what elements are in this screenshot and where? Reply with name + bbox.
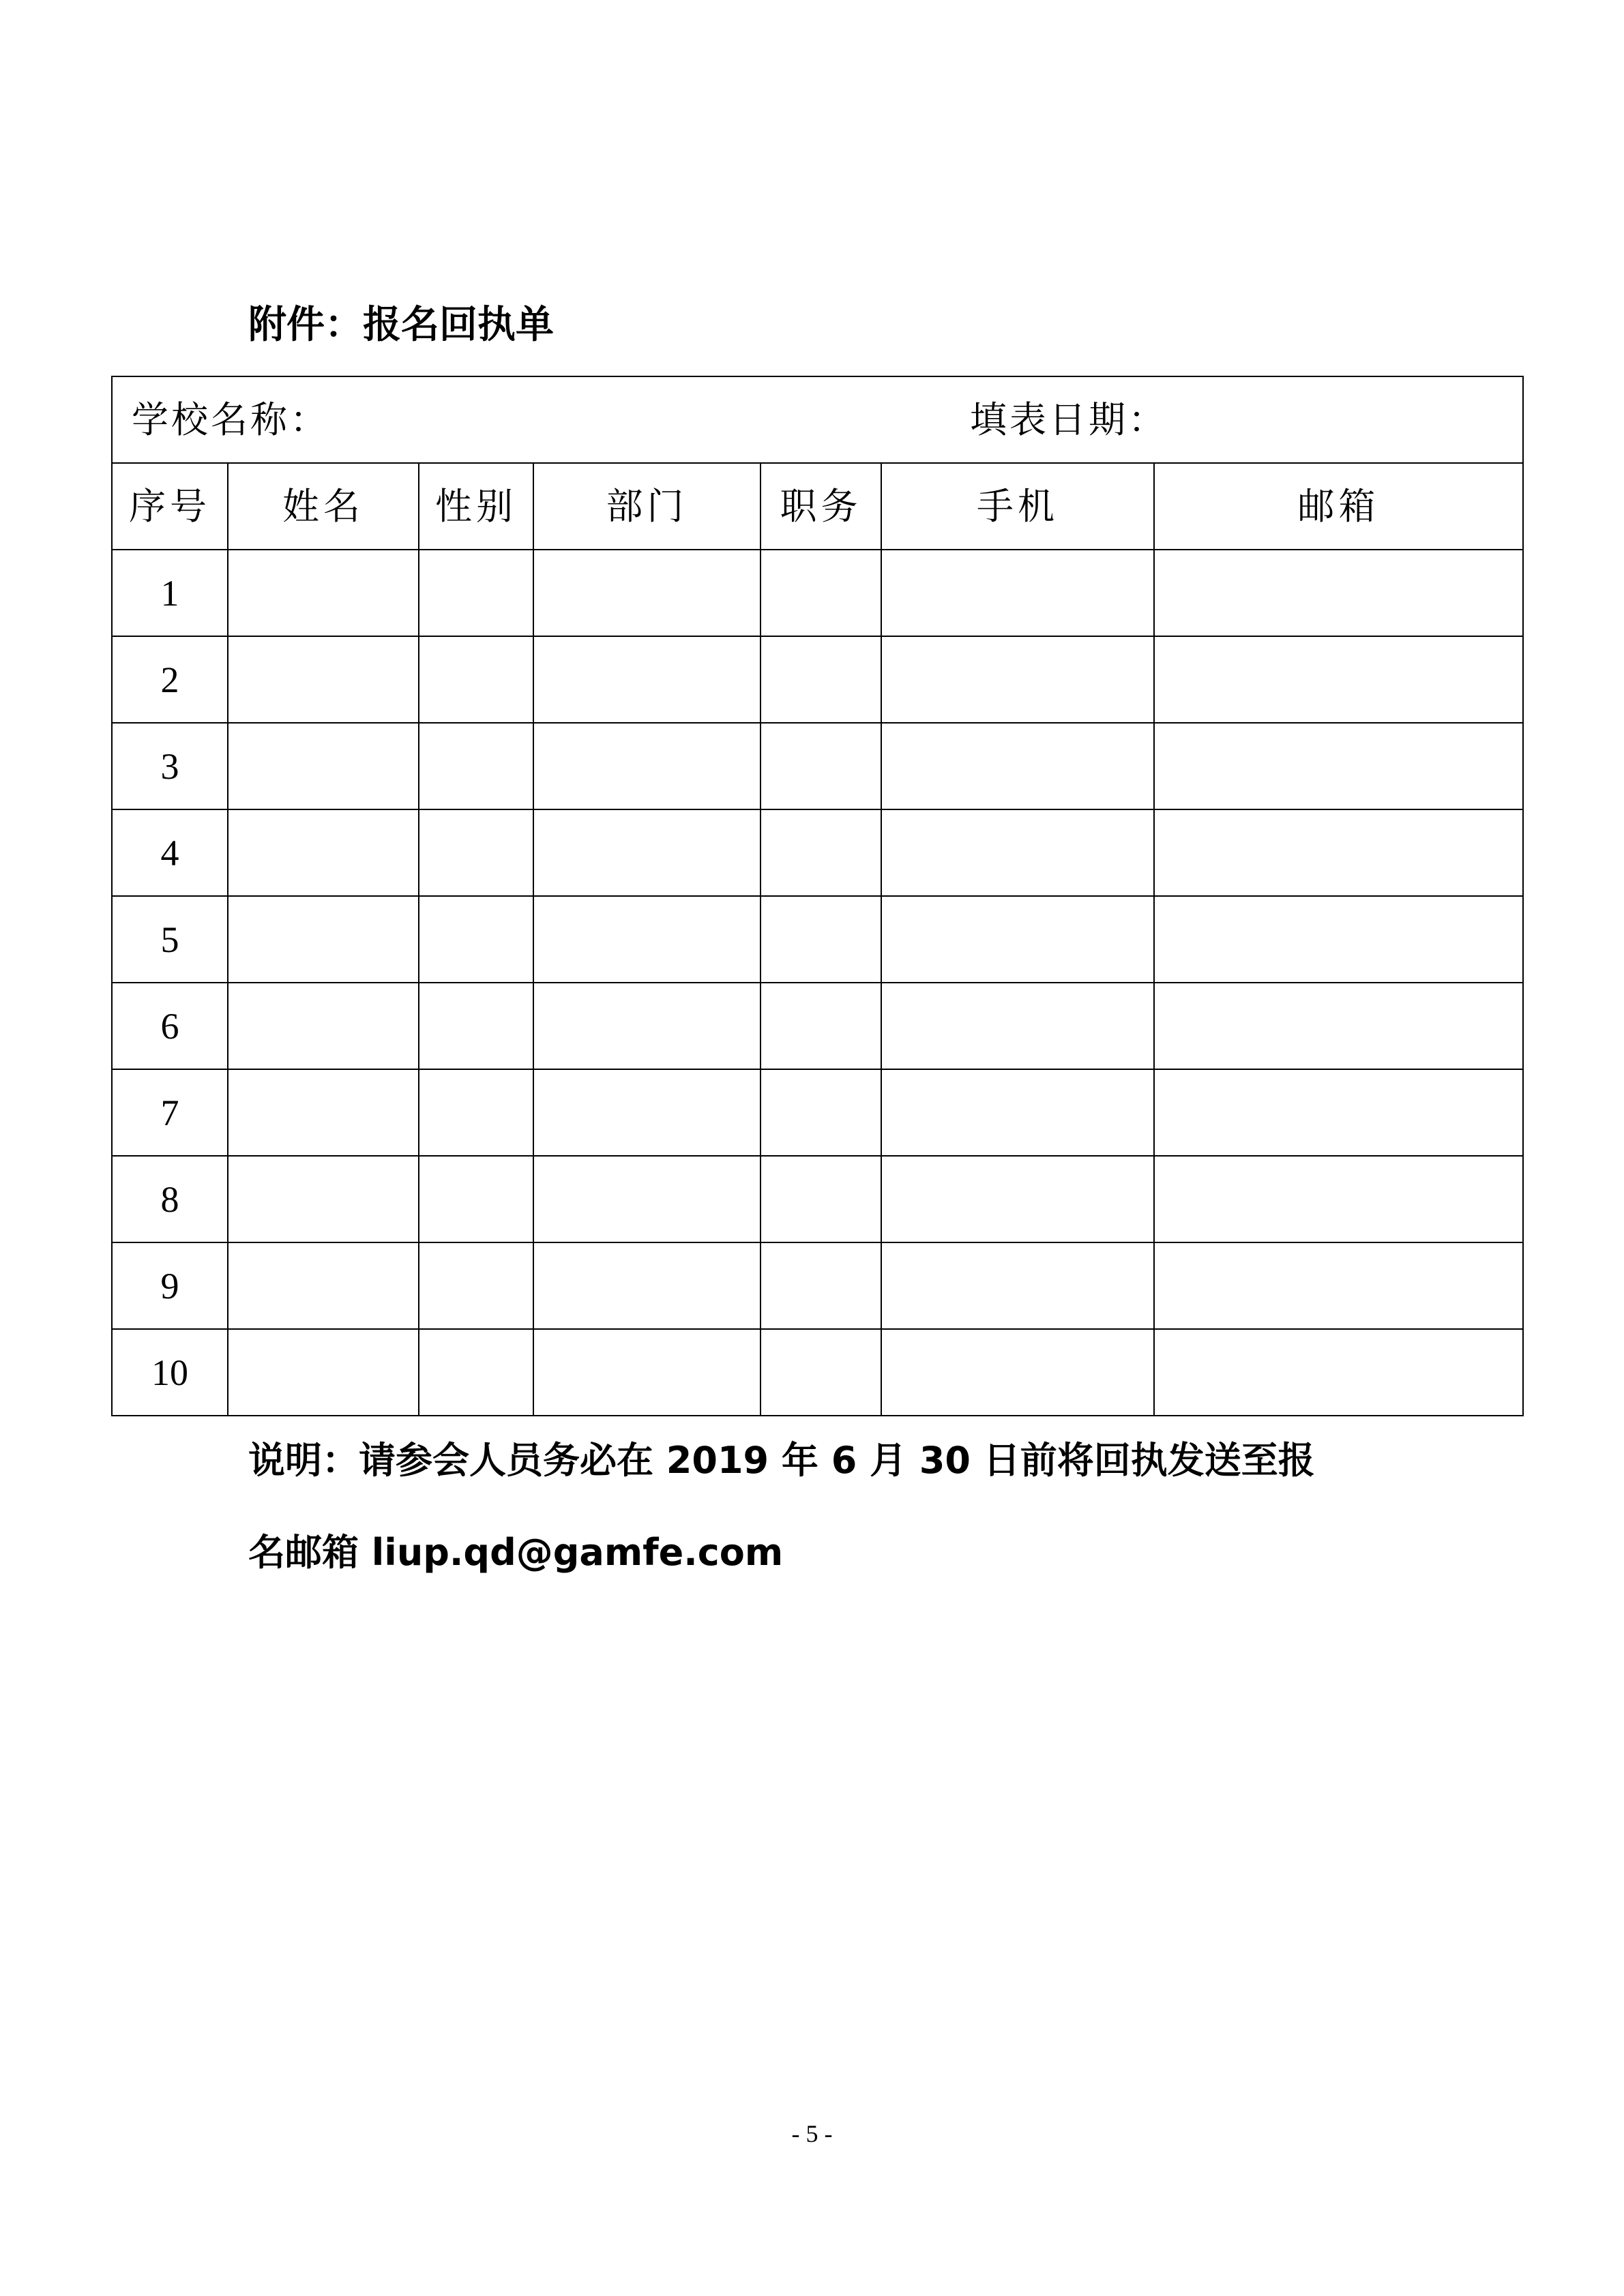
name-cell[interactable]	[228, 550, 419, 636]
document-heading: 附件：报名回执单	[248, 303, 554, 347]
header-gender: 性别	[419, 463, 533, 550]
position-cell[interactable]	[761, 1069, 881, 1156]
department-cell[interactable]	[533, 636, 761, 723]
position-cell[interactable]	[761, 636, 881, 723]
email-cell[interactable]	[1154, 1329, 1523, 1416]
email-cell[interactable]	[1154, 983, 1523, 1069]
row-number: 6	[112, 983, 228, 1069]
table-row	[112, 983, 1523, 1069]
table-row	[112, 550, 1523, 636]
position-cell[interactable]	[761, 1242, 881, 1329]
phone-cell[interactable]	[881, 1329, 1154, 1416]
header-index: 序号	[112, 463, 228, 550]
department-cell[interactable]	[533, 1069, 761, 1156]
email-cell[interactable]	[1154, 896, 1523, 983]
name-cell[interactable]	[228, 1069, 419, 1156]
phone-cell[interactable]	[881, 636, 1154, 723]
gender-cell[interactable]	[419, 896, 533, 983]
email-cell[interactable]	[1154, 723, 1523, 809]
department-cell[interactable]	[533, 1242, 761, 1329]
gender-cell[interactable]	[419, 1329, 533, 1416]
table-header-row	[112, 463, 1523, 550]
table-row	[112, 1329, 1523, 1416]
department-cell[interactable]	[533, 1329, 761, 1416]
email-cell[interactable]	[1154, 1069, 1523, 1156]
department-cell[interactable]	[533, 983, 761, 1069]
gender-cell[interactable]	[419, 809, 533, 896]
phone-cell[interactable]	[881, 723, 1154, 809]
email-cell[interactable]	[1154, 1156, 1523, 1242]
table-row	[112, 1156, 1523, 1242]
phone-cell[interactable]	[881, 809, 1154, 896]
gender-cell[interactable]	[419, 1242, 533, 1329]
row-number: 4	[112, 809, 228, 896]
department-cell[interactable]	[533, 809, 761, 896]
row-number: 9	[112, 1242, 228, 1329]
department-cell[interactable]	[533, 723, 761, 809]
email-cell[interactable]	[1154, 809, 1523, 896]
position-cell[interactable]	[761, 723, 881, 809]
school-name-label: 学校名称：	[132, 398, 329, 441]
name-cell[interactable]	[228, 723, 419, 809]
position-cell[interactable]	[761, 550, 881, 636]
header-position: 职务	[761, 463, 881, 550]
department-cell[interactable]	[533, 550, 761, 636]
table-row	[112, 1069, 1523, 1156]
phone-cell[interactable]	[881, 1069, 1154, 1156]
name-cell[interactable]	[228, 636, 419, 723]
note-line-2: 名邮箱 liup.qd@gamfe.com	[248, 1531, 784, 1574]
table-row	[112, 1242, 1523, 1329]
row-number: 3	[112, 723, 228, 809]
phone-cell[interactable]	[881, 896, 1154, 983]
gender-cell[interactable]	[419, 983, 533, 1069]
phone-cell[interactable]	[881, 550, 1154, 636]
table-row	[112, 809, 1523, 896]
table-row	[112, 636, 1523, 723]
header-name: 姓名	[228, 463, 419, 550]
position-cell[interactable]	[761, 983, 881, 1069]
name-cell[interactable]	[228, 1156, 419, 1242]
row-number: 5	[112, 896, 228, 983]
gender-cell[interactable]	[419, 1069, 533, 1156]
phone-cell[interactable]	[881, 983, 1154, 1069]
name-cell[interactable]	[228, 983, 419, 1069]
registration-table	[111, 376, 1524, 1416]
department-cell[interactable]	[533, 896, 761, 983]
info-row	[112, 376, 1523, 463]
phone-cell[interactable]	[881, 1156, 1154, 1242]
email-cell[interactable]	[1154, 636, 1523, 723]
name-cell[interactable]	[228, 1242, 419, 1329]
info-cell	[112, 376, 1523, 463]
name-cell[interactable]	[228, 1329, 419, 1416]
row-number: 8	[112, 1156, 228, 1242]
table-row	[112, 896, 1523, 983]
row-number: 2	[112, 636, 228, 723]
name-cell[interactable]	[228, 809, 419, 896]
position-cell[interactable]	[761, 1329, 881, 1416]
gender-cell[interactable]	[419, 723, 533, 809]
gender-cell[interactable]	[419, 550, 533, 636]
header-phone: 手机	[881, 463, 1154, 550]
phone-cell[interactable]	[881, 1242, 1154, 1329]
table-row	[112, 723, 1523, 809]
email-cell[interactable]	[1154, 550, 1523, 636]
email-cell[interactable]	[1154, 1242, 1523, 1329]
department-cell[interactable]	[533, 1156, 761, 1242]
position-cell[interactable]	[761, 896, 881, 983]
position-cell[interactable]	[761, 1156, 881, 1242]
row-number: 1	[112, 550, 228, 636]
gender-cell[interactable]	[419, 636, 533, 723]
header-department: 部门	[533, 463, 761, 550]
note-line-1: 说明：请参会人员务必在 2019 年 6 月 30 日前将回执发送至报	[248, 1439, 1315, 1482]
gender-cell[interactable]	[419, 1156, 533, 1242]
page-number: - 5 -	[791, 2120, 833, 2147]
row-number: 10	[112, 1329, 228, 1416]
row-number: 7	[112, 1069, 228, 1156]
fill-date-label: 填表日期：	[970, 398, 1168, 441]
position-cell[interactable]	[761, 809, 881, 896]
name-cell[interactable]	[228, 896, 419, 983]
header-email: 邮箱	[1154, 463, 1523, 550]
